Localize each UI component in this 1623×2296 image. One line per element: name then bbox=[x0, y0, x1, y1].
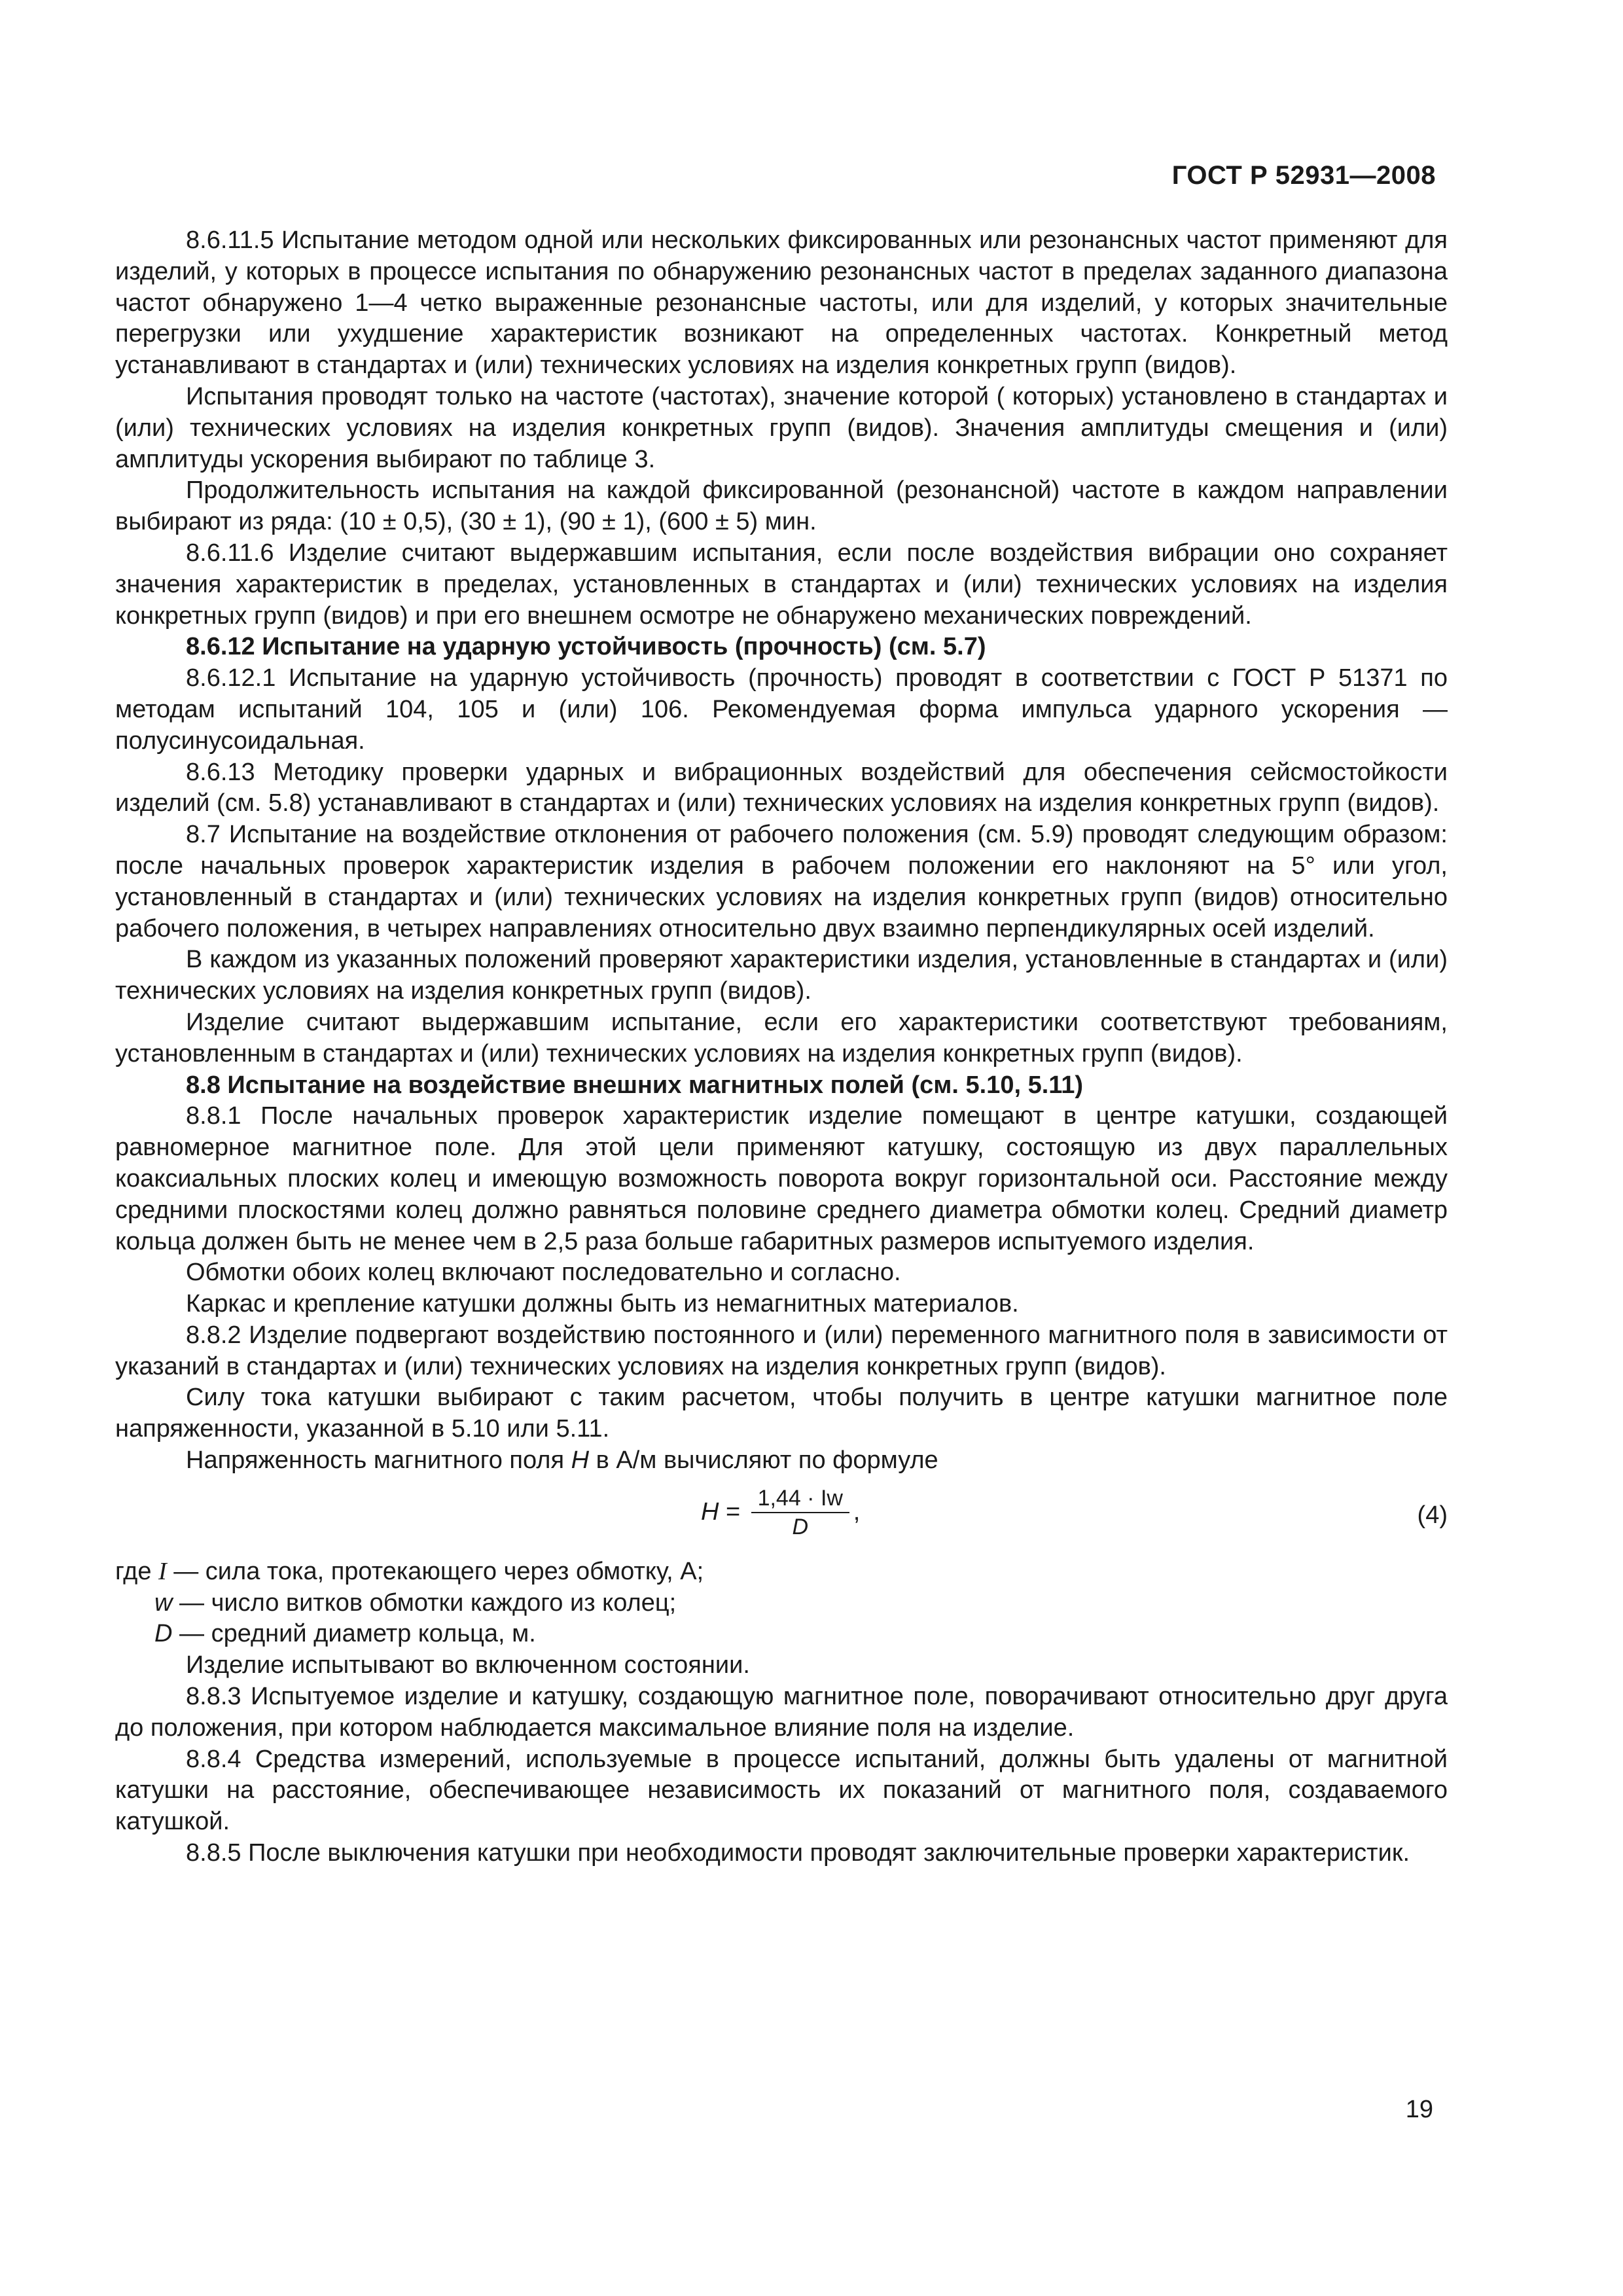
section-heading: 8.6.12 Испытание на ударную устойчивость (прочность) (см. 5.7) bbox=[186, 633, 986, 661]
formula-intro bbox=[115, 1445, 1448, 1477]
paragraph: 8.6.12.1 Испытание на ударную устойчивость (прочность) проводят в соответствии с ГОСТ Р 51371 по методам испытаний 104, 105 и (или) 106. Рекомендуемая форма импульса ударного ускорения — полусинусоидальная. bbox=[115, 664, 1448, 755]
paragraph: 8.6.11.6 Изделие считают выдержавшим испытания, если после воздействия вибрации оно сохраняет значения характеристик в пределах, установленных в стандартах и (или) технических условиях на изделия конкретных групп (видов) и при его внешнем осмотре не обнаружено механических повреждений. bbox=[115, 539, 1448, 630]
paragraph: Изделие испытывают во включенном состоянии. bbox=[186, 1651, 750, 1679]
paragraph: В каждом из указанных положений проверяют характеристики изделия, установленные в стандартах и (или) технических условиях на изделия конкретных групп (видов). bbox=[115, 946, 1448, 1005]
formula-intro-after: в А/м вычисляют по формуле bbox=[589, 1446, 938, 1475]
paragraph: Продолжительность испытания на каждой фиксированной (резонансной) частоте в каждом направлении выбирают из ряда: (10 ± 0,5), (30 ± 1), (90 ± 1), (600 ± 5) мин. bbox=[115, 476, 1448, 536]
formula-intro-symbol: H bbox=[571, 1446, 590, 1475]
paragraph: 8.8.2 Изделие подвергают воздействию постоянного и (или) переменного магнитного поля в зависимости от указаний в стандартах и (или) технических условиях на изделия конкретных групп (видов). bbox=[115, 1321, 1448, 1380]
formula-denominator: D bbox=[792, 1514, 809, 1539]
paragraph: Силу тока катушки выбирают с таким расчетом, чтобы получить в центре катушки магнитное поле напряженности, указанной в 5.10 или 5.11. bbox=[115, 1384, 1448, 1443]
formula-fraction bbox=[751, 1484, 849, 1541]
formula-equals: = bbox=[719, 1498, 747, 1526]
legend-item bbox=[115, 1619, 1448, 1650]
paragraph: Испытания проводят только на частоте (частотах), значение которой ( которых) установлено в стандартах и (или) технических условиях на изделия конкретных групп (видов). Значения амплитуды смещения и (или) амплитуды ускорения выбирают по таблице 3. bbox=[115, 382, 1448, 473]
paragraphs-before-formula bbox=[115, 225, 1448, 1445]
formula-row bbox=[115, 1479, 1448, 1552]
legend-symbol: D bbox=[154, 1620, 173, 1648]
standard-header: ГОСТ Р 52931—2008 bbox=[1171, 161, 1436, 190]
formula-numerator: 1,44 · Iw bbox=[757, 1485, 843, 1511]
paragraph: 8.8.3 Испытуемое изделие и катушку, создающую магнитное поле, поворачивают относительно друг друга до положения, при котором наблюдается максимальное влияние поля на изделие. bbox=[115, 1683, 1448, 1742]
section-heading: 8.8 Испытание на воздействие внешних магнитных полей (см. 5.10, 5.11) bbox=[186, 1071, 1084, 1099]
formula bbox=[701, 1484, 860, 1541]
paragraph: 8.8.1 После начальных проверок характеристик изделие помещают в центре катушки, создающей равномерное магнитное поле. Для этой цели применяют катушку, состоящую из двух параллельных коаксиальных плоских колец и имеющую возможность поворота вокруг горизонтальной оси. Расстояние между средними плоскостями колец должно равняться половине среднего диаметра обмотки колец. Средний диаметр кольца должен быть не менее чем в 2,5 раза больше габаритных размеров испытуемого изделия. bbox=[115, 1102, 1448, 1255]
paragraph: 8.7 Испытание на воздействие отклонения от рабочего положения (см. 5.9) проводят следующим образом: после начальных проверок характеристик изделия в рабочем положении его наклоняют на 5° или угол, установленный в стандартах и (или) технических условиях на изделия конкретных групп (видов) относительно рабочего положения, в четырех направлениях относительно двух взаимно перпендикулярных осей изделий. bbox=[115, 821, 1448, 942]
legend-item bbox=[115, 1556, 1448, 1588]
equation-number: (4) bbox=[1417, 1501, 1448, 1529]
paragraph: Изделие считают выдержавшим испытание, если его характеристики соответствуют требованиям, установленным в стандартах и (или) технических условиях на изделия конкретных групп (видов). bbox=[115, 1008, 1448, 1067]
paragraph: 8.6.13 Методику проверки ударных и вибрационных воздействий для обеспечения сейсмостойкости изделий (см. 5.8) устанавливают в стандартах и (или) технических условиях на изделия конкретных групп (видов). bbox=[115, 758, 1448, 817]
paragraph: Каркас и крепление катушки должны быть из немагнитных материалов. bbox=[186, 1290, 1019, 1318]
legend-item bbox=[115, 1588, 1448, 1619]
formula-intro-before: Напряженность магнитного поля bbox=[186, 1446, 571, 1475]
legend-lead: где bbox=[115, 1557, 159, 1585]
paragraphs-after-formula bbox=[115, 1650, 1448, 1869]
paragraph: 8.8.4 Средства измерений, используемые в процессе испытаний, должны быть удалены от магнитной катушки на расстояние, обеспечивающее независимость их показаний от магнитного поля, создаваемого катушкой. bbox=[115, 1745, 1448, 1836]
page-number: 19 bbox=[1405, 2096, 1433, 2123]
formula-legend bbox=[115, 1556, 1448, 1650]
paragraph: 8.8.5 После выключения катушки при необходимости проводят заключительные проверки характеристик. bbox=[186, 1839, 1410, 1867]
legend-text: — средний диаметр кольца, м. bbox=[172, 1620, 536, 1648]
document-body bbox=[115, 225, 1448, 1869]
paragraph: 8.6.11.5 Испытание методом одной или нескольких фиксированных или резонансных частот применяют для изделий, у которых в процессе испытания по обнаружению резонансных частот в пределах заданного диапазона частот обнаружено 1—4 четко выраженные резонансные частоты, или для изделий, у которых значительные перегрузки или ухудшение характеристик возникают на определенных частотах. Конкретный метод устанавливают в стандартах и (или) технических условиях на изделия конкретных групп (видов). bbox=[115, 226, 1448, 380]
legend-text: — сила тока, протекающего через обмотку, А; bbox=[166, 1557, 704, 1585]
legend-symbol: w bbox=[154, 1588, 173, 1617]
paragraph: Обмотки обоих колец включают последовательно и согласно. bbox=[186, 1259, 901, 1287]
legend-symbol: I bbox=[158, 1557, 167, 1585]
formula-lhs: H bbox=[701, 1498, 719, 1526]
legend-text: — число витков обмотки каждого из колец; bbox=[172, 1588, 677, 1617]
formula-trailing: , bbox=[853, 1498, 861, 1526]
